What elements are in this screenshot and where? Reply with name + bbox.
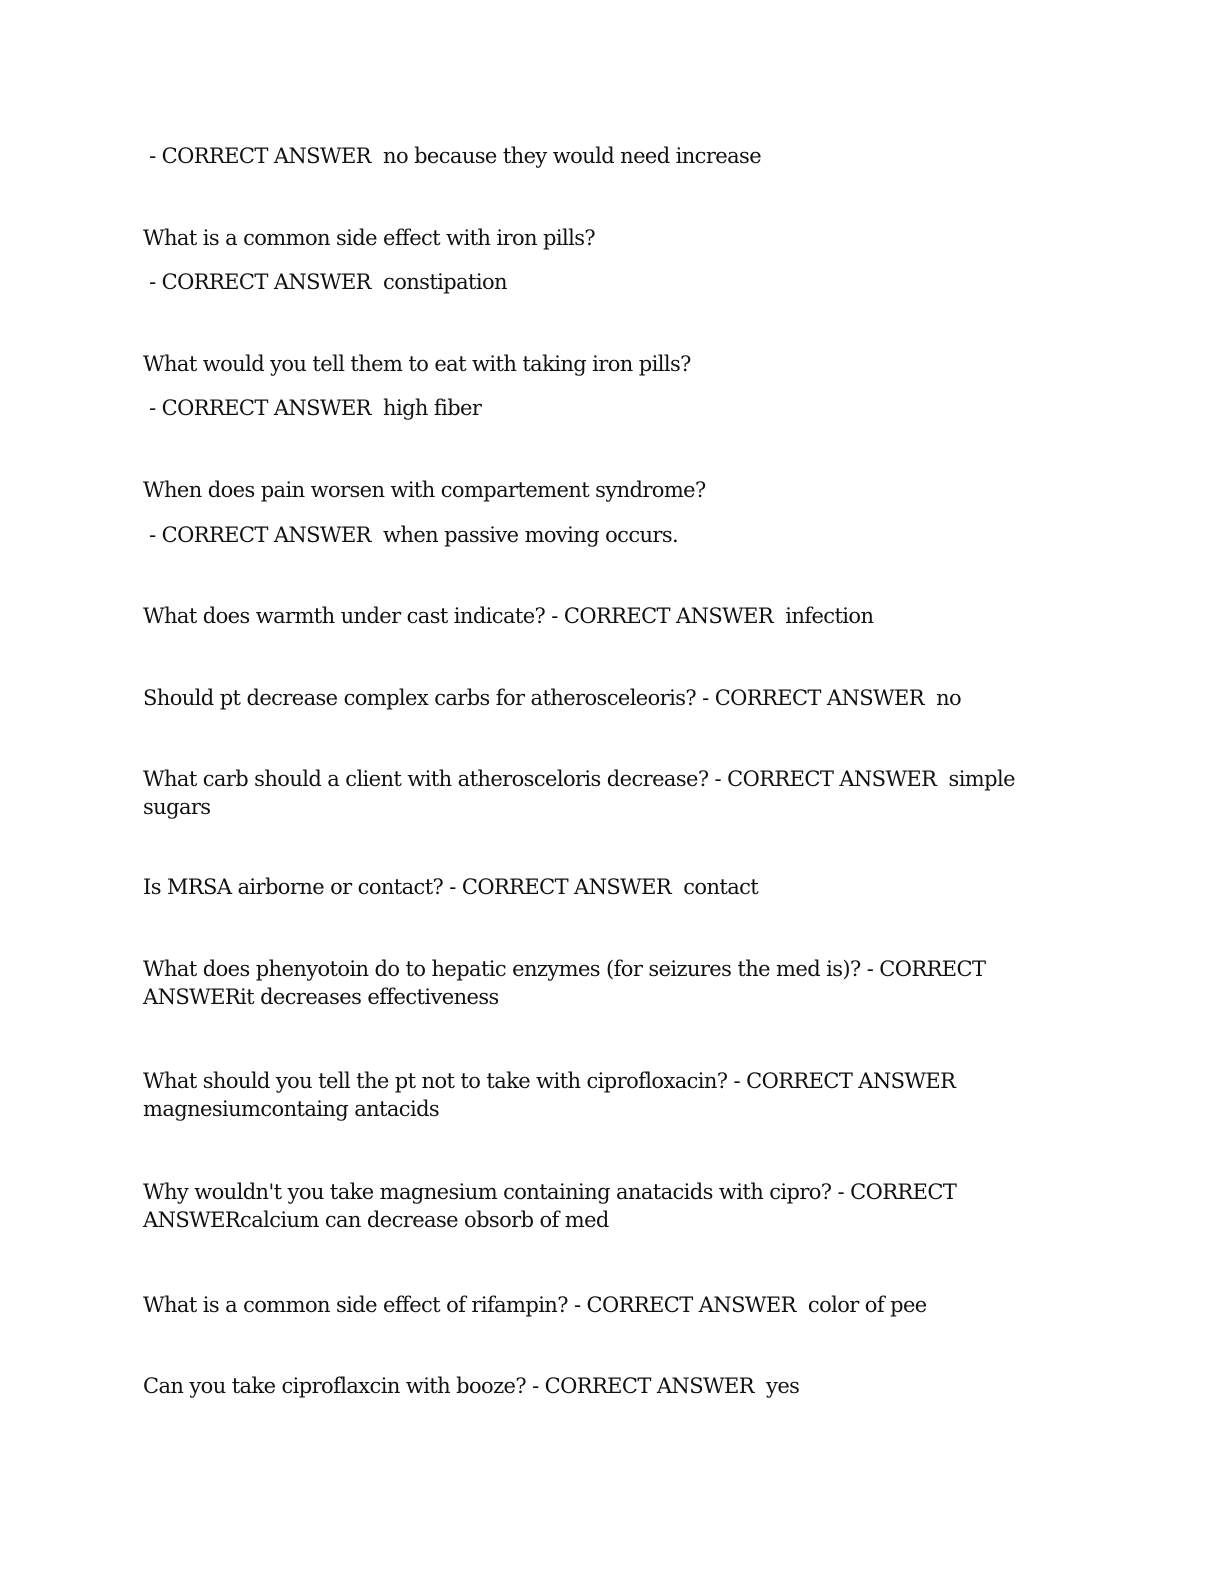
qa-line: What carb should a client with atherosceloris decrease? - CORRECT ANSWER simple sugars bbox=[143, 767, 1015, 819]
qa-line: What is a common side effect of rifampin? - CORRECT ANSWER color of pee bbox=[143, 1293, 927, 1317]
qa-line: What should you tell the pt not to take with ciprofloxacin? - CORRECT ANSWER magnesiumcontaing antacids bbox=[143, 1069, 956, 1121]
answer-line: - CORRECT ANSWER constipation bbox=[143, 270, 507, 294]
answer-line: - CORRECT ANSWER no because they would need increase bbox=[143, 144, 762, 168]
qa-line: What does phenyotoin do to hepatic enzymes (for seizures the med is)? - CORRECT ANSWERit decreases effectiveness bbox=[143, 957, 986, 1009]
qa-line: Is MRSA airborne or contact? - CORRECT ANSWER contact bbox=[143, 875, 759, 899]
question-line: When does pain worsen with compartement syndrome? bbox=[143, 478, 706, 502]
qa-line: Can you take ciproflaxcin with booze? - CORRECT ANSWER yes bbox=[143, 1374, 800, 1398]
qa-line: Why wouldn't you take magnesium containing anatacids with cipro? - CORRECT ANSWERcalcium can decrease obsorb of med bbox=[143, 1180, 957, 1232]
qa-line: Should pt decrease complex carbs for atherosceleoris? - CORRECT ANSWER no bbox=[143, 686, 962, 710]
question-line: What would you tell them to eat with taking iron pills? bbox=[143, 352, 691, 376]
answer-line: - CORRECT ANSWER when passive moving occurs. bbox=[143, 523, 679, 547]
answer-line: - CORRECT ANSWER high fiber bbox=[143, 396, 482, 420]
qa-line: What does warmth under cast indicate? - CORRECT ANSWER infection bbox=[143, 604, 874, 628]
question-line: What is a common side effect with iron pills? bbox=[143, 226, 596, 250]
